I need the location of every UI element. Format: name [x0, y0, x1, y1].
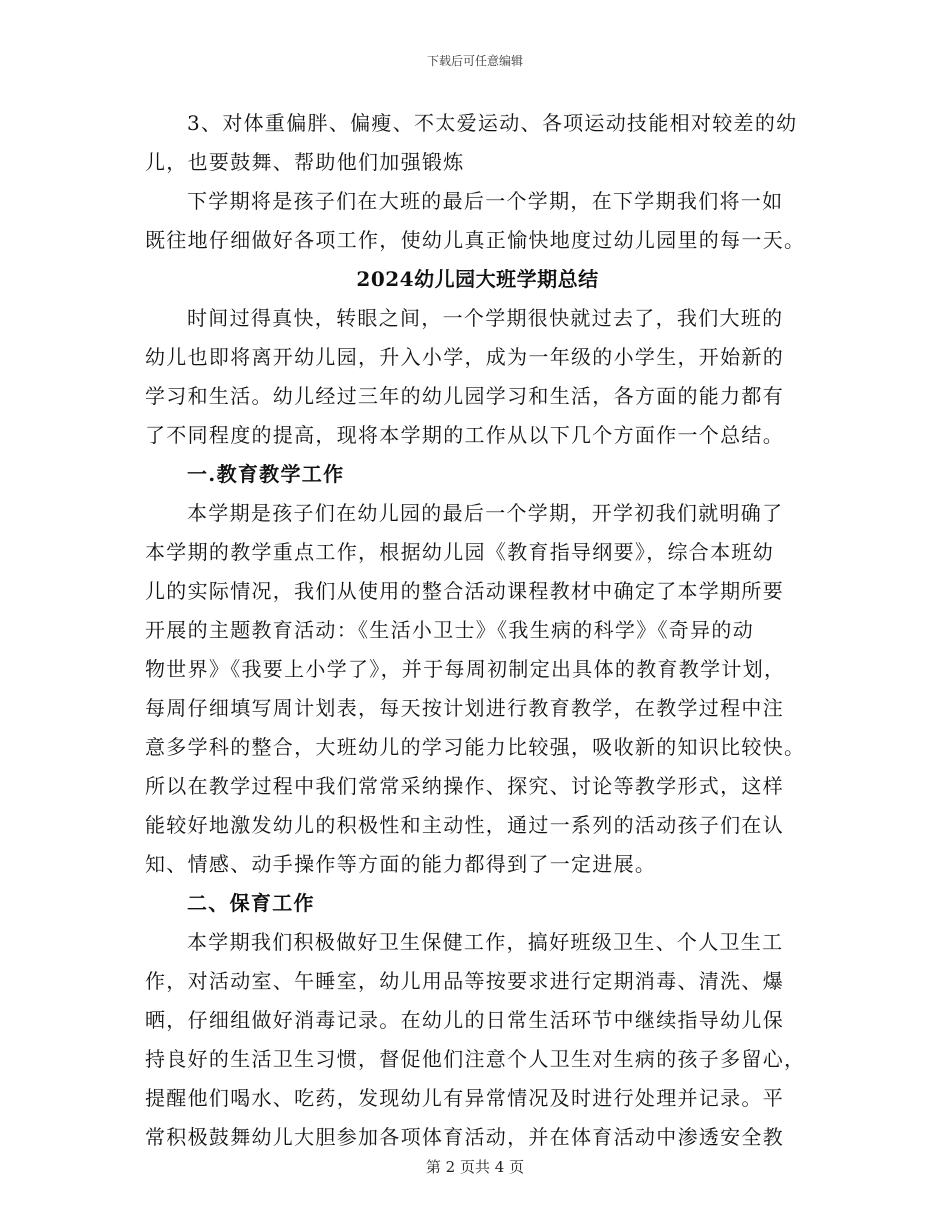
paragraph-line: 作，对活动室、午睡室，幼儿用品等按要求进行定期消毒、清洗、爆	[145, 969, 784, 993]
paragraph-line: 开展的主题教育活动：《生活小卫士》《我生病的科学》《奇异的动	[145, 618, 754, 642]
paragraph-line: 3、对体重偏胖、偏瘦、不太爱运动、各项运动技能相对较差的幼	[187, 111, 798, 135]
paragraph-line: 意多学科的整合，大班幼儿的学习能力比较强，吸收新的知识比较快。	[145, 735, 806, 759]
paragraph-line: 持良好的生活卫生习惯，督促他们注意个人卫生对生病的孩子多留心，	[145, 1047, 806, 1071]
page-footer: 第 2 页共 4 页	[425, 1158, 525, 1176]
paragraph-line: 学习和生活。幼儿经过三年的幼儿园学习和生活，各方面的能力都有	[145, 384, 784, 408]
document-title: 2024幼儿园大班学期总结	[356, 267, 599, 291]
paragraph-line: 提醒他们喝水、吃药，发现幼儿有异常情况及时进行处理并记录。平	[145, 1086, 784, 1110]
paragraph-line: 能较好地激发幼儿的积极性和主动性，通过一系列的活动孩子们在认	[145, 813, 784, 837]
paragraph-line: 本学期是孩子们在幼儿园的最后一个学期，开学初我们就明确了	[187, 501, 784, 525]
paragraph-line: 知、情感、动手操作等方面的能力都得到了一定进展。	[145, 852, 657, 876]
paragraph-line: 本学期的教学重点工作，根据幼儿园《教育指导纲要》，综合本班幼	[145, 540, 774, 564]
paragraph-line: 幼儿也即将离开幼儿园，升入小学，成为一年级的小学生，开始新的	[145, 345, 784, 369]
paragraph-line: 儿的实际情况，我们从使用的整合活动课程教材中确定了本学期所要	[145, 579, 784, 603]
paragraph-line: 时间过得真快，转眼之间，一个学期很快就过去了，我们大班的	[187, 306, 784, 330]
paragraph-line: 既往地仔细做好各项工作，使幼儿真正愉快地度过幼儿园里的每一天。	[145, 228, 806, 252]
section-heading: 一.教育教学工作	[187, 462, 345, 486]
paragraph-line: 物世界》《我要上小学了》，并于每周初制定出具体的教育教学计划，	[145, 657, 786, 681]
section-heading: 二、保育工作	[187, 891, 315, 915]
page-header: 下载后可任意编辑	[426, 54, 523, 68]
document-body	[145, 104, 810, 1157]
paragraph-line: 每周仔细填写周计划表，每天按计划进行教育教学，在教学过程中注	[145, 696, 784, 720]
paragraph-line: 了不同程度的提高，现将本学期的工作从以下几个方面作一个总结。	[145, 423, 784, 447]
paragraph-line: 所以在教学过程中我们常常采纳操作、探究、讨论等教学形式，这样	[145, 774, 784, 798]
paragraph-line: 常积极鼓舞幼儿大胆参加各项体育活动，并在体育活动中渗透安全教	[145, 1125, 784, 1149]
paragraph-line: 本学期我们积极做好卫生保健工作，搞好班级卫生、个人卫生工	[187, 930, 784, 954]
paragraph-line: 儿，也要鼓舞、帮助他们加强锻炼	[145, 150, 465, 174]
paragraph-line: 晒，仔细组做好消毒记录。在幼儿的日常生活环节中继续指导幼儿保	[145, 1008, 784, 1032]
paragraph-line: 下学期将是孩子们在大班的最后一个学期，在下学期我们将一如	[187, 189, 784, 213]
